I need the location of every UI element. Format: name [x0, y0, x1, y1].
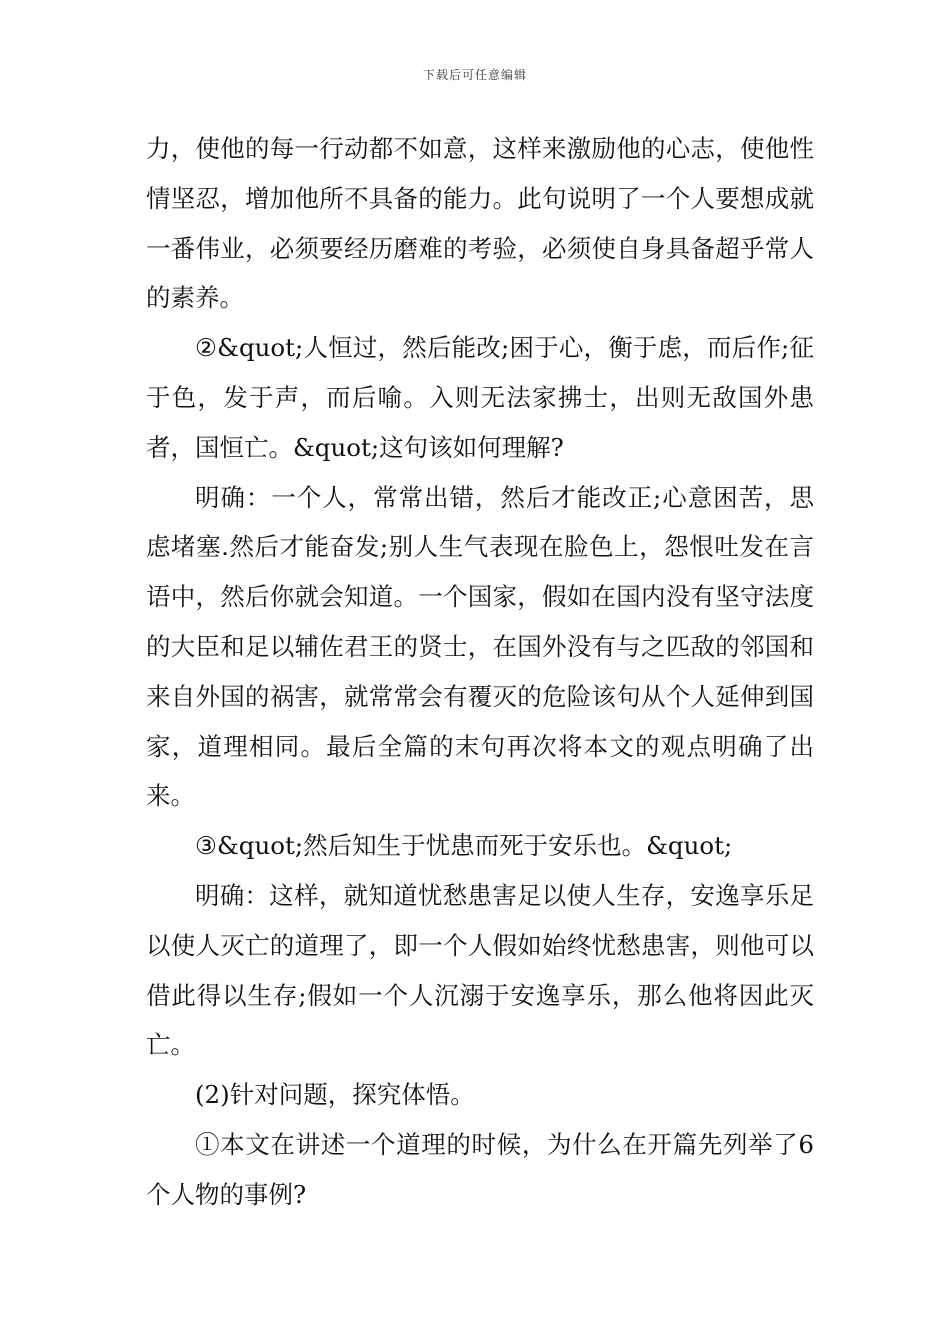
page-header: 下载后可任意编辑	[422, 68, 527, 82]
paragraph-continuation: 力，使他的每一行动都不如意，这样来激励他的心志，使他性情坚忍，增加他所不具备的能力。此句说明了一个人要想成就一番伟业，必须要经历磨难的考验，必须使自身具备超乎常人的素养。	[146, 134, 814, 313]
paragraph-question-2: ②&quot;人恒过，然后能改;困于心，衡于虑，而后作;征于色，发于声，而后喻。入则无法家拂士，出则无敌国外患者，国恒亡。&quot;这句该如何理解?	[146, 333, 814, 462]
paragraph-question-1: ①本文在讲述一个道理的时候，为什么在开篇先列举了6个人物的事例?	[146, 1129, 814, 1209]
body-text	[146, 124, 814, 1220]
paragraph-section-heading: (2)针对问题，探究体悟。	[195, 1080, 475, 1110]
paragraph-answer-3: 明确：这样，就知道忧愁患害足以使人生存，安逸享乐足以使人灭亡的道理了，即一个人假如始终忧愁患害，则他可以借此得以生存;假如一个人沉溺于安逸享乐，那么他将因此灭亡。	[146, 880, 814, 1060]
paragraph-answer-2: 明确：一个人，常常出错，然后才能改正;心意困苦，思虑堵塞.然后才能奋发;别人生气表现在脸色上，怨恨吐发在言语中，然后你就会知道。一个国家，假如在国内没有坚守法度的大臣和足以辅佐君王的贤士，在国外没有与之匹敌的邻国和来自外国的祸害，就常常会有覆灭的危险该句从个人延伸到国家，道理相同。最后全篇的末句再次将本文的观点明确了出来。	[146, 482, 814, 811]
paragraph-question-3: ③&quot;然后知生于忧患而死于安乐也。&quot;	[195, 831, 733, 861]
